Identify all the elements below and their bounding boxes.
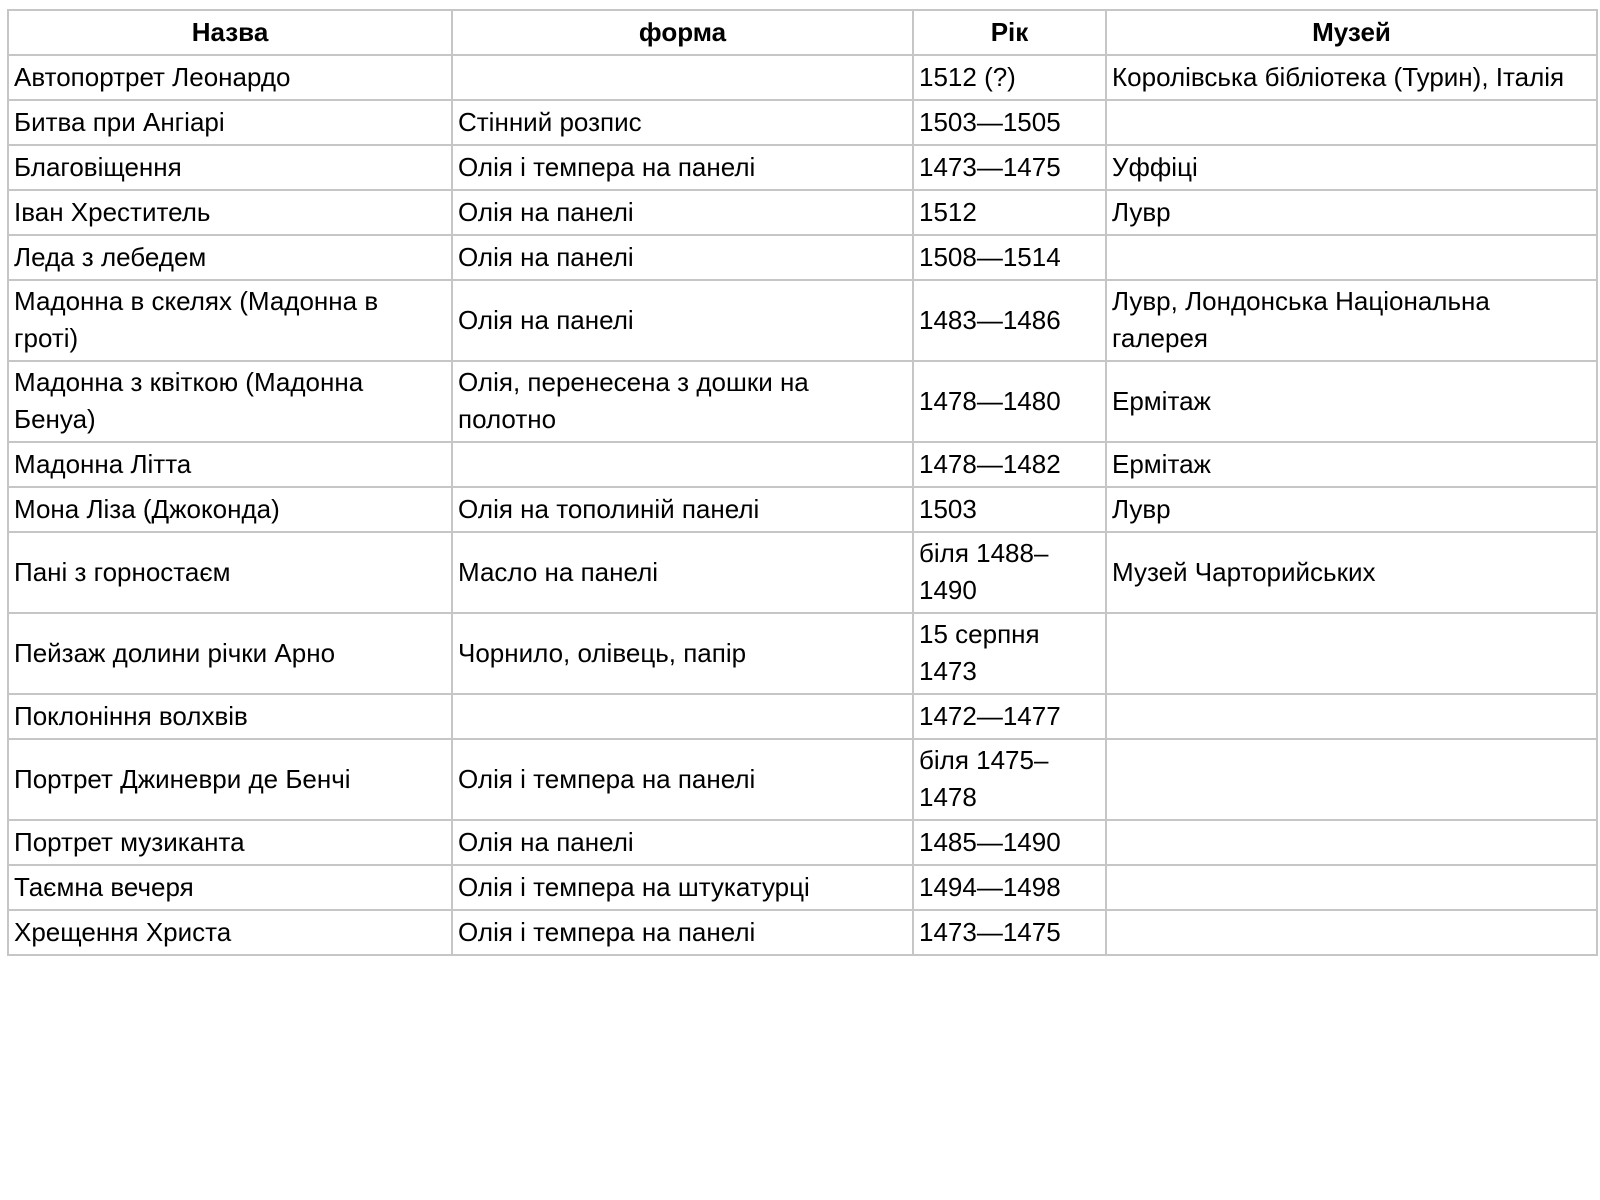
table-row	[8, 235, 1597, 280]
cell-name: Хрещення Христа	[8, 910, 452, 955]
cell-name: Поклоніння волхвів	[8, 694, 452, 739]
table-row	[8, 613, 1597, 694]
cell-year: 1483—1486	[913, 280, 1106, 361]
cell-name: Мона Ліза (Джоконда)	[8, 487, 452, 532]
cell-form	[452, 694, 913, 739]
cell-form: Масло на панелі	[452, 532, 913, 613]
cell-name: Портрет музиканта	[8, 820, 452, 865]
cell-museum: Ермітаж	[1106, 442, 1597, 487]
cell-museum: Ермітаж	[1106, 361, 1597, 442]
table-row	[8, 865, 1597, 910]
table-header	[8, 10, 1597, 55]
header-year: Рік	[913, 10, 1106, 55]
header-row	[8, 10, 1597, 55]
cell-name: Іван Хреститель	[8, 190, 452, 235]
cell-year: 1478—1480	[913, 361, 1106, 442]
cell-form	[452, 55, 913, 100]
cell-year: 1478—1482	[913, 442, 1106, 487]
table-row	[8, 820, 1597, 865]
table-row	[8, 100, 1597, 145]
cell-museum: Музей Чарторийських	[1106, 532, 1597, 613]
header-form: форма	[452, 10, 913, 55]
table-row	[8, 145, 1597, 190]
cell-form: Олія на тополиній панелі	[452, 487, 913, 532]
cell-year: 1473—1475	[913, 910, 1106, 955]
cell-museum: Уффіці	[1106, 145, 1597, 190]
cell-museum: Королівська бібліотека (Турин), Італія	[1106, 55, 1597, 100]
cell-museum: Лувр	[1106, 190, 1597, 235]
cell-name: Пані з горностаєм	[8, 532, 452, 613]
cell-museum	[1106, 694, 1597, 739]
table-row	[8, 361, 1597, 442]
cell-year: 1512	[913, 190, 1106, 235]
cell-form: Олія, перенесена з дошки на полотно	[452, 361, 913, 442]
cell-name: Таємна вечеря	[8, 865, 452, 910]
table-row	[8, 487, 1597, 532]
cell-year: 1473—1475	[913, 145, 1106, 190]
cell-form	[452, 442, 913, 487]
cell-form: Олія на панелі	[452, 820, 913, 865]
cell-form: Олія і темпера на панелі	[452, 145, 913, 190]
cell-name: Мадонна в скелях (Мадонна в гроті)	[8, 280, 452, 361]
cell-name: Мадонна з квіткою (Мадонна Бенуа)	[8, 361, 452, 442]
cell-form: Олія і темпера на панелі	[452, 739, 913, 820]
cell-museum	[1106, 235, 1597, 280]
table-row	[8, 694, 1597, 739]
cell-museum: Лувр	[1106, 487, 1597, 532]
table-row	[8, 190, 1597, 235]
works-table	[7, 9, 1598, 956]
cell-year: 1485—1490	[913, 820, 1106, 865]
table-body	[8, 55, 1597, 955]
cell-year: біля 1488–1490	[913, 532, 1106, 613]
cell-year: 1508—1514	[913, 235, 1106, 280]
cell-name: Пейзаж долини річки Арно	[8, 613, 452, 694]
cell-name: Портрет Джиневри де Бенчі	[8, 739, 452, 820]
table-row	[8, 280, 1597, 361]
table-row	[8, 55, 1597, 100]
cell-name: Автопортрет Леонардо	[8, 55, 452, 100]
cell-year: 1472—1477	[913, 694, 1106, 739]
table-row	[8, 532, 1597, 613]
cell-form: Олія і темпера на панелі	[452, 910, 913, 955]
header-name: Назва	[8, 10, 452, 55]
cell-museum	[1106, 865, 1597, 910]
cell-museum	[1106, 910, 1597, 955]
cell-name: Мадонна Літта	[8, 442, 452, 487]
cell-form: Олія на панелі	[452, 190, 913, 235]
cell-form: Олія на панелі	[452, 235, 913, 280]
cell-form: Олія і темпера на штукатурці	[452, 865, 913, 910]
cell-name: Битва при Ангіарі	[8, 100, 452, 145]
table-row	[8, 739, 1597, 820]
cell-museum: Лувр, Лондонська Національна галерея	[1106, 280, 1597, 361]
cell-name: Леда з лебедем	[8, 235, 452, 280]
cell-year: біля 1475–1478	[913, 739, 1106, 820]
cell-year: 1503	[913, 487, 1106, 532]
cell-museum	[1106, 739, 1597, 820]
cell-form: Олія на панелі	[452, 280, 913, 361]
cell-name: Благовіщення	[8, 145, 452, 190]
cell-year: 15 серпня 1473	[913, 613, 1106, 694]
cell-museum	[1106, 100, 1597, 145]
cell-museum	[1106, 613, 1597, 694]
cell-form: Чорнило, олівець, папір	[452, 613, 913, 694]
cell-year: 1503—1505	[913, 100, 1106, 145]
cell-form: Стінний розпис	[452, 100, 913, 145]
cell-year: 1512 (?)	[913, 55, 1106, 100]
cell-museum	[1106, 820, 1597, 865]
table-row	[8, 442, 1597, 487]
cell-year: 1494—1498	[913, 865, 1106, 910]
header-museum: Музей	[1106, 10, 1597, 55]
table-row	[8, 910, 1597, 955]
